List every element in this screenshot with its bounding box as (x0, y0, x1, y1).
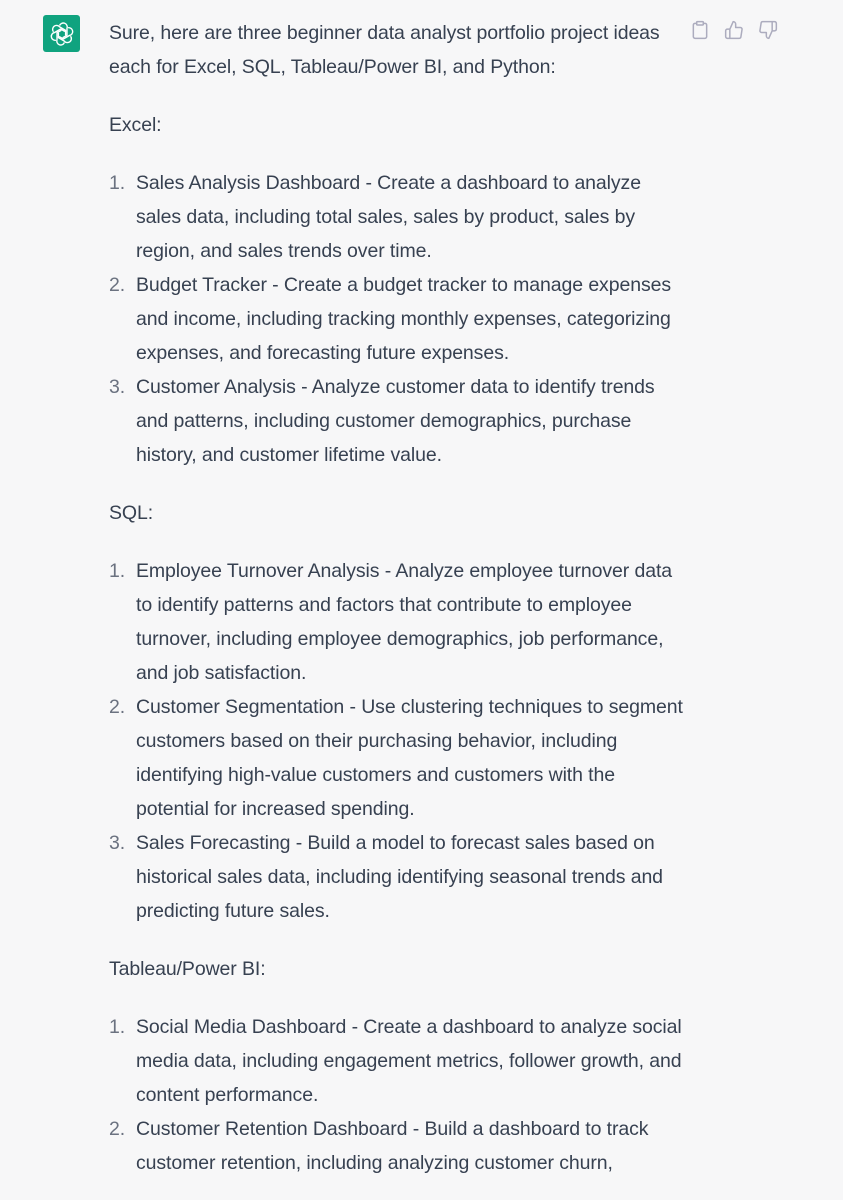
section-heading-excel: Excel: (109, 114, 162, 136)
message-content (109, 16, 689, 1200)
list-item (109, 826, 689, 928)
list-item-text: Budget Tracker - Create a budget tracker to manage expenses and income, including tracking monthly expenses, categorizing expenses, and forecasting future expenses. (136, 274, 671, 364)
thumbs-down-button[interactable] (756, 18, 780, 42)
sql-project-list (109, 554, 689, 928)
excel-project-list (109, 166, 689, 472)
list-item (109, 268, 689, 370)
list-number: 3. (109, 832, 126, 854)
thumbs-up-button[interactable] (722, 18, 746, 42)
section-heading-sql: SQL: (109, 502, 154, 524)
list-item-text: Customer Segmentation - Use clustering techniques to segment customers based on their purchasing behavior, including identifying high-value customers and customers with the potential for increased spending. (136, 696, 683, 820)
list-number: 2. (109, 1118, 126, 1140)
list-item-text: Employee Turnover Analysis - Analyze employee turnover data to identify patterns and factors that contribute to employee turnover, including employee demographics, job performance, and job satisfaction. (136, 560, 673, 684)
message-actions (688, 18, 780, 42)
assistant-avatar (43, 15, 80, 52)
list-number: 3. (109, 376, 126, 398)
list-item (109, 690, 689, 826)
list-item (109, 554, 689, 690)
copy-button[interactable] (688, 18, 712, 42)
list-item (109, 370, 689, 472)
list-item-text: Social Media Dashboard - Create a dashboard to analyze social media data, including engagement metrics, follower growth, and content performance. (136, 1016, 682, 1106)
intro-text: Sure, here are three beginner data analyst portfolio project ideas each for Excel, SQL, Tableau/Power BI, and Python: (109, 22, 660, 78)
thumbs-down-icon (758, 20, 778, 40)
list-item (109, 166, 689, 268)
list-item-text: Customer Analysis - Analyze customer data to identify trends and patterns, including customer demographics, purchase history, and customer lifetime value. (136, 376, 655, 466)
list-item-text: Sales Analysis Dashboard - Create a dashboard to analyze sales data, including total sales, sales by product, sales by region, and sales trends over time. (136, 172, 641, 262)
list-number: 1. (109, 172, 126, 194)
section-heading-tableau-power-bi: Tableau/Power BI: (109, 958, 266, 980)
list-number: 1. (109, 1016, 126, 1038)
list-item (109, 1112, 689, 1180)
list-number: 2. (109, 696, 126, 718)
list-number: 1. (109, 560, 126, 582)
clipboard-icon (690, 20, 710, 40)
tableau-project-list (109, 1010, 689, 1180)
openai-logo-icon (49, 21, 75, 47)
list-number: 2. (109, 274, 126, 296)
list-item-text: Sales Forecasting - Build a model to forecast sales based on historical sales data, including identifying seasonal trends and predicting future sales. (136, 832, 663, 922)
list-item (109, 1010, 689, 1112)
list-item-text: Customer Retention Dashboard - Build a dashboard to track customer retention, including analyzing customer churn, (136, 1118, 649, 1174)
thumbs-up-icon (724, 20, 744, 40)
